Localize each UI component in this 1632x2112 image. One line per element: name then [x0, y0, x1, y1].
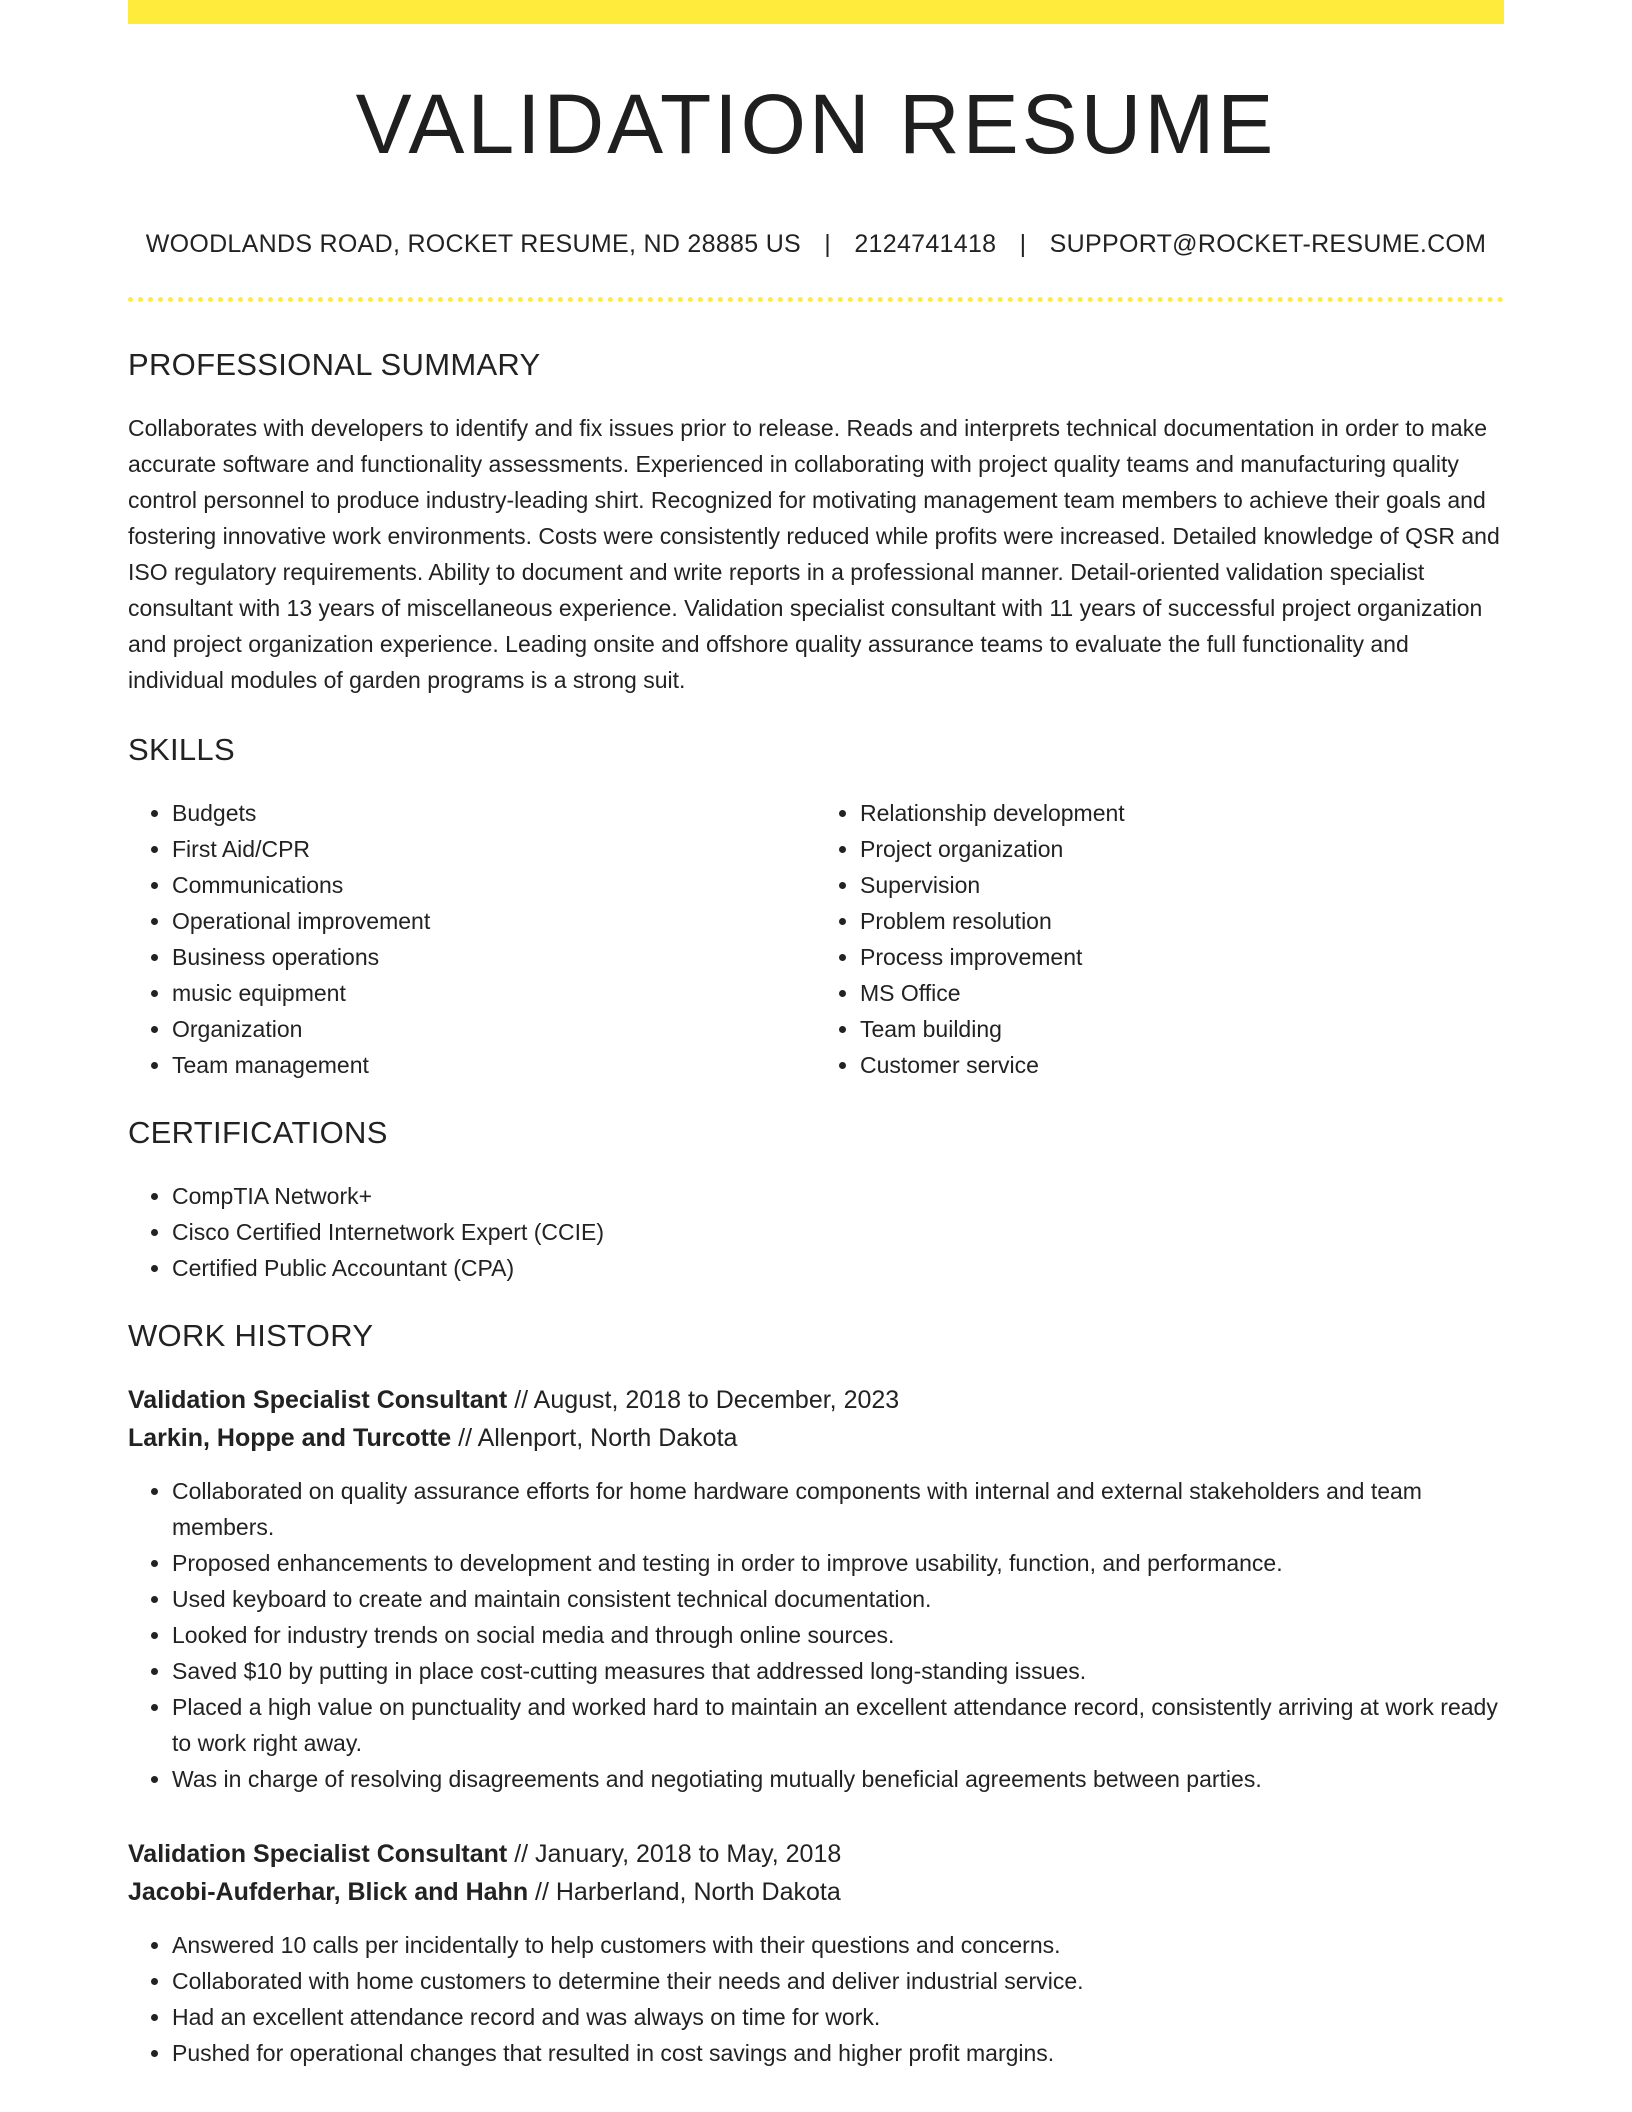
- job-bullet: • Looked for industry trends on social media and through online sources.: [172, 1617, 1504, 1653]
- job-dates: // August, 2018 to December, 2023: [507, 1386, 900, 1414]
- skill-item: • Team management: [172, 1047, 816, 1083]
- dotted-divider: [128, 297, 1504, 302]
- skill-item: • MS Office: [860, 975, 1504, 1011]
- job-bullet: • Had an excellent attendance record and was always on time for work.: [172, 1999, 1504, 2035]
- skill-item: • Problem resolution: [860, 903, 1504, 939]
- job-bullet: • Proposed enhancements to development and testing in order to improve usability, function, and performance.: [172, 1545, 1504, 1581]
- job-company-line: [128, 1873, 1504, 1911]
- job-bullet: • Collaborated on quality assurance efforts for home hardware components with internal and external stakeholders and team members.: [172, 1473, 1504, 1545]
- job-company: Jacobi-Aufderhar, Blick and Hahn: [128, 1878, 529, 1906]
- job-bullets: [128, 1473, 1504, 1797]
- contact-email: SUPPORT@ROCKET-RESUME.COM: [1049, 230, 1487, 258]
- resume-name: VALIDATION RESUME: [355, 77, 1277, 171]
- contact-separator: |: [824, 230, 832, 258]
- job-bullet: • Answered 10 calls per incidentally to help customers with their questions and concerns.: [172, 1927, 1504, 1963]
- job-location: // Allenport, North Dakota: [451, 1424, 738, 1452]
- accent-bar: [128, 0, 1504, 24]
- skill-item: • music equipment: [172, 975, 816, 1011]
- work-history-heading: WORK HISTORY: [128, 1318, 374, 1353]
- certification-item: • CompTIA Network+: [172, 1178, 1504, 1214]
- job-bullet: • Saved $10 by putting in place cost-cutting measures that addressed long-standing issues.: [172, 1653, 1504, 1689]
- certifications-heading: CERTIFICATIONS: [128, 1115, 388, 1150]
- job-bullet: • Collaborated with home customers to determine their needs and deliver industrial service.: [172, 1963, 1504, 1999]
- skills-section: [128, 734, 1504, 1083]
- contact-line: [128, 230, 1504, 259]
- job-title: Validation Specialist Consultant: [128, 1840, 508, 1868]
- job-title-line: [128, 1381, 1504, 1419]
- skills-grid: [128, 795, 1504, 1083]
- certification-item: • Certified Public Accountant (CPA): [172, 1250, 1504, 1286]
- resume-page: [128, 0, 1504, 2071]
- contact-address: WOODLANDS ROAD, ROCKET RESUME, ND 28885 US: [145, 230, 802, 258]
- work-history-section: [128, 1320, 1504, 2071]
- certifications-section: [128, 1117, 1504, 1286]
- job-company: Larkin, Hoppe and Turcotte: [128, 1424, 452, 1452]
- summary-text: Collaborates with developers to identify and fix issues prior to release. Reads and interprets technical documentation in order to make accurate software and functionality assessments. Experienced in collaborating with project quality teams and manufacturing quality control personnel to produce industry-leading shirt. Recognized for motivating management team members to achieve their goals and fostering innovative work environments. Costs were consistently reduced while profits were increased. Detailed knowledge of QSR and ISO regulatory requirements. Ability to document and write reports in a professional manner. Detail-oriented validation specialist consultant with 13 years of miscellaneous experience. Validation specialist consultant with 11 years of successful project organization and project organization experience. Leading onsite and offshore quality assurance teams to evaluate the full functionality and individual modules of garden programs is a strong suit.: [128, 415, 1500, 693]
- skill-item: • Project organization: [860, 831, 1504, 867]
- skill-item: • First Aid/CPR: [172, 831, 816, 867]
- certifications-list: [128, 1178, 1504, 1286]
- certification-item: • Cisco Certified Internetwork Expert (CCIE): [172, 1214, 1504, 1250]
- skill-item: • Team building: [860, 1011, 1504, 1047]
- skill-item: • Process improvement: [860, 939, 1504, 975]
- skills-heading: SKILLS: [128, 732, 235, 767]
- skill-item: • Supervision: [860, 867, 1504, 903]
- job-bullet: • Pushed for operational changes that resulted in cost savings and higher profit margins.: [172, 2035, 1504, 2071]
- skill-item: • Budgets: [172, 795, 816, 831]
- skill-item: • Relationship development: [860, 795, 1504, 831]
- job-bullet: • Placed a high value on punctuality and worked hard to maintain an excellent attendance record, consistently arriving at work ready to work right away.: [172, 1689, 1504, 1761]
- job-entry: [128, 1381, 1504, 1797]
- job-title: Validation Specialist Consultant: [128, 1386, 508, 1414]
- job-bullets: [128, 1927, 1504, 2071]
- skill-item: • Business operations: [172, 939, 816, 975]
- job-entry: [128, 1835, 1504, 2071]
- skills-right-list: [816, 795, 1504, 1083]
- job-title-line: [128, 1835, 1504, 1873]
- summary-section: [128, 349, 1504, 698]
- job-bullet: • Was in charge of resolving disagreements and negotiating mutually beneficial agreements between parties.: [172, 1761, 1504, 1797]
- summary-heading: PROFESSIONAL SUMMARY: [128, 347, 541, 382]
- skill-item: • Communications: [172, 867, 816, 903]
- skill-item: • Customer service: [860, 1047, 1504, 1083]
- contact-phone: 2124741418: [854, 230, 997, 258]
- skills-left-list: [128, 795, 816, 1083]
- job-bullet: • Used keyboard to create and maintain consistent technical documentation.: [172, 1581, 1504, 1617]
- skill-item: • Operational improvement: [172, 903, 816, 939]
- job-dates: // January, 2018 to May, 2018: [507, 1840, 842, 1868]
- contact-separator: |: [1019, 230, 1027, 258]
- job-location: // Harberland, North Dakota: [528, 1878, 841, 1906]
- skill-item: • Organization: [172, 1011, 816, 1047]
- job-company-line: [128, 1419, 1504, 1457]
